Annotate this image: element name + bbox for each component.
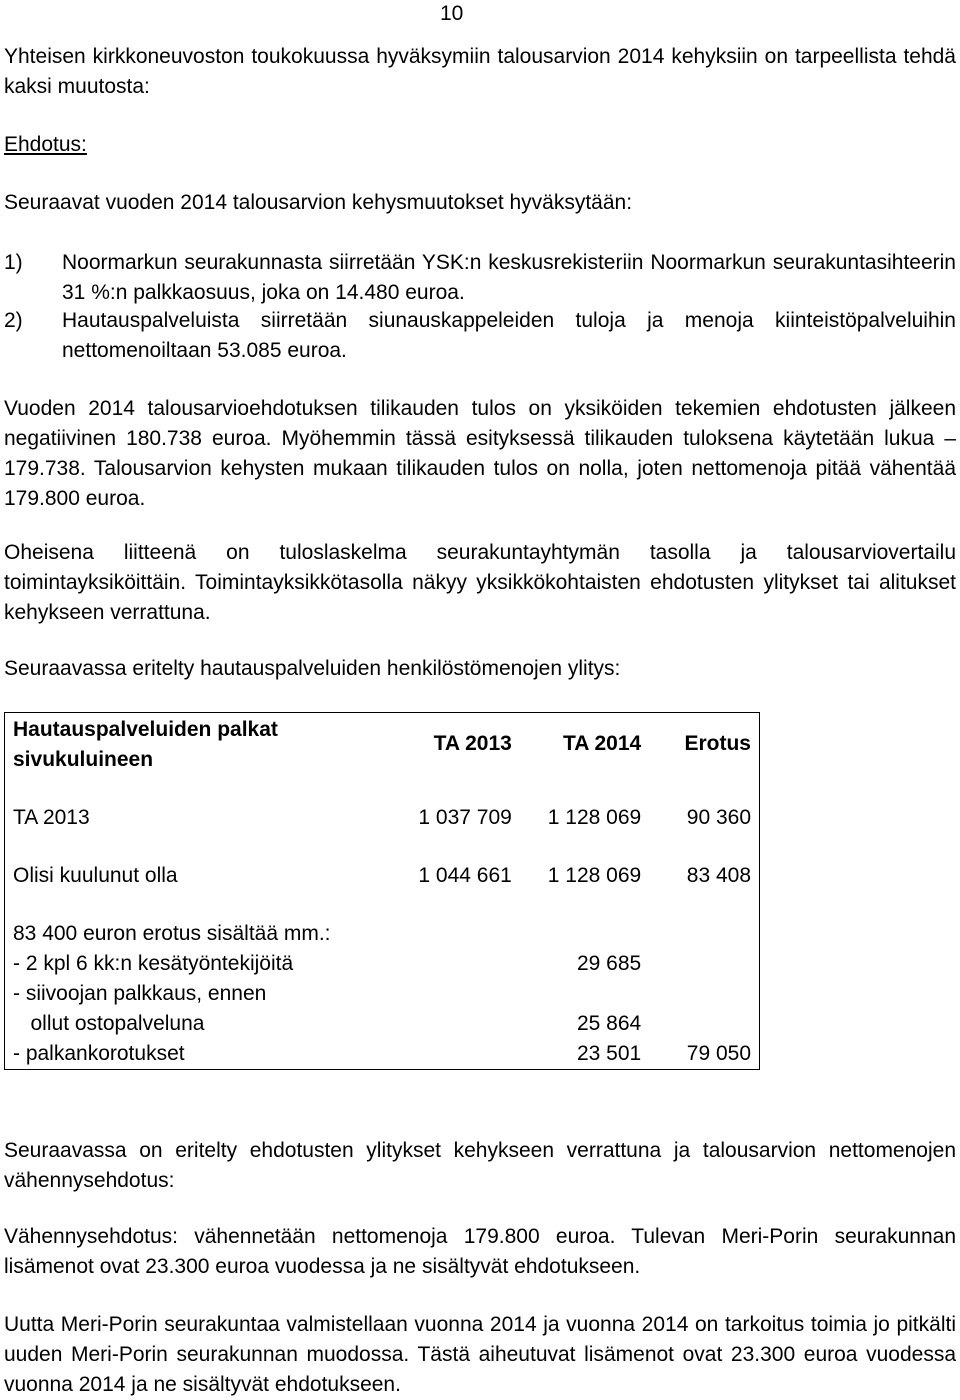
result-paragraph: Vuoden 2014 talousarvioehdotuksen tilikauden tulos on yksiköiden tekemien ehdotusten jälkeen negatiivinen 180.738 euroa. Myöhemmin tässä esityksessä tilikauden tuloksena käytetään lukua – 179.738. Talousarvion kehysten mukaan tilikauden tulos on nolla, joten nettomenoja pitää vähentää 179.800 euroa.	[4, 397, 956, 510]
table-cell-label: TA 2013	[13, 806, 90, 829]
breakdown-label: - palkankorotukset	[13, 1042, 185, 1065]
table-row	[5, 1009, 760, 1039]
table-header-erotus: Erotus	[684, 732, 751, 755]
list-item-number: 2)	[4, 309, 23, 332]
breakdown-label: ollut ostopalveluna	[13, 1012, 205, 1035]
breakdown-erotus	[647, 949, 759, 979]
table-cell-ta2014: 1 128 069	[547, 864, 642, 887]
list-item-number: 1)	[4, 251, 23, 274]
table-intro-paragraph: Seuraavassa eritelty hautauspalveluiden henkilöstömenojen ylitys:	[4, 657, 621, 680]
page-number: 10	[440, 2, 464, 25]
breakdown-erotus	[647, 979, 759, 1009]
intro-paragraph: Yhteisen kirkkoneuvoston toukokuussa hyväksymiin talousarvion 2014 kehyksiin on tarpeellista tehdä kaksi muutosta:	[4, 45, 956, 98]
table-cell-ta2013: 1 037 709	[418, 806, 512, 829]
breakdown-label: - siivoojan palkkaus, ennen	[13, 982, 267, 1005]
salary-table	[4, 712, 760, 1070]
table-cell-label: Olisi kuulunut olla	[13, 864, 178, 887]
table-header-ta2013: TA 2013	[433, 732, 512, 755]
table-row	[5, 803, 760, 833]
reduction-paragraph: Vähennysehdotus: vähennetään nettomenoja 179.800 euroa. Tulevan Meri-Porin seurakunnan lisämenot ovat 23.300 euroa vuodessa ja ne sisältyvät ehdotukseen.	[4, 1225, 956, 1278]
table-header-row	[5, 713, 760, 776]
table-row	[5, 1039, 760, 1070]
table-cell-ta2014: 1 128 069	[547, 806, 642, 829]
overruns-paragraph: Seuraavassa on eritelty ehdotusten ylitykset kehykseen verrattuna ja talousarvion nettomenojen vähennysehdotus:	[4, 1139, 956, 1192]
breakdown-erotus: 79 050	[686, 1042, 751, 1065]
proposal-heading: Ehdotus:	[4, 133, 87, 156]
breakdown-title: 83 400 euron erotus sisältää mm.:	[13, 922, 331, 945]
table-row	[5, 949, 760, 979]
table-header-label: Hautauspalveluiden palkat sivukuluineen	[13, 718, 278, 771]
table-row	[5, 979, 760, 1009]
table-header-ta2014: TA 2014	[563, 732, 642, 755]
list-item	[4, 248, 956, 308]
breakdown-ta2014: 23 501	[576, 1042, 642, 1065]
meripori-paragraph: Uutta Meri-Porin seurakuntaa valmistellaan vuonna 2014 ja vuonna 2014 on tarkoitus toimia jo pitkälti uuden Meri-Porin seurakunnan muodossa. Tästä aiheutuvat lisämenot ovat 23.300 euroa vuodessa vuonna 2014 ja ne sisältyvät ehdotukseen.	[4, 1313, 956, 1396]
breakdown-erotus	[647, 1009, 759, 1039]
table-row	[5, 919, 760, 949]
attachment-paragraph: Oheisena liitteenä on tuloslaskelma seurakuntayhtymän tasolla ja talousarviovertailu toimintayksiköittäin. Toimintayksikkötasolla näkyy yksikkökohtaisten ehdotusten ylitykset tai alitukset kehykseen verrattuna.	[4, 541, 956, 624]
breakdown-ta2014	[518, 979, 647, 1009]
list-item	[4, 306, 956, 366]
table-row	[5, 861, 760, 891]
table-cell-erotus: 83 408	[686, 864, 751, 887]
table-cell-ta2013: 1 044 661	[418, 864, 512, 887]
breakdown-label: - 2 kpl 6 kk:n kesätyöntekijöitä	[13, 952, 294, 975]
breakdown-ta2014: 29 685	[576, 952, 642, 975]
breakdown-ta2014: 25 864	[576, 1012, 642, 1035]
list-item-text: Noormarkun seurakunnasta siirretään YSK:n keskusrekisteriin Noormarkun seurakuntasihteerin 31 %:n palkkaosuus, joka on 14.480 euroa.	[62, 251, 956, 304]
proposal-lead: Seuraavat vuoden 2014 talousarvion kehysmuutokset hyväksytään:	[4, 191, 633, 214]
list-item-text: Hautauspalveluista siirretään siunauskappeleiden tuloja ja menoja kiinteistöpalveluihin nettomenoiltaan 53.085 euroa.	[62, 309, 956, 362]
table-cell-erotus: 90 360	[686, 806, 751, 829]
